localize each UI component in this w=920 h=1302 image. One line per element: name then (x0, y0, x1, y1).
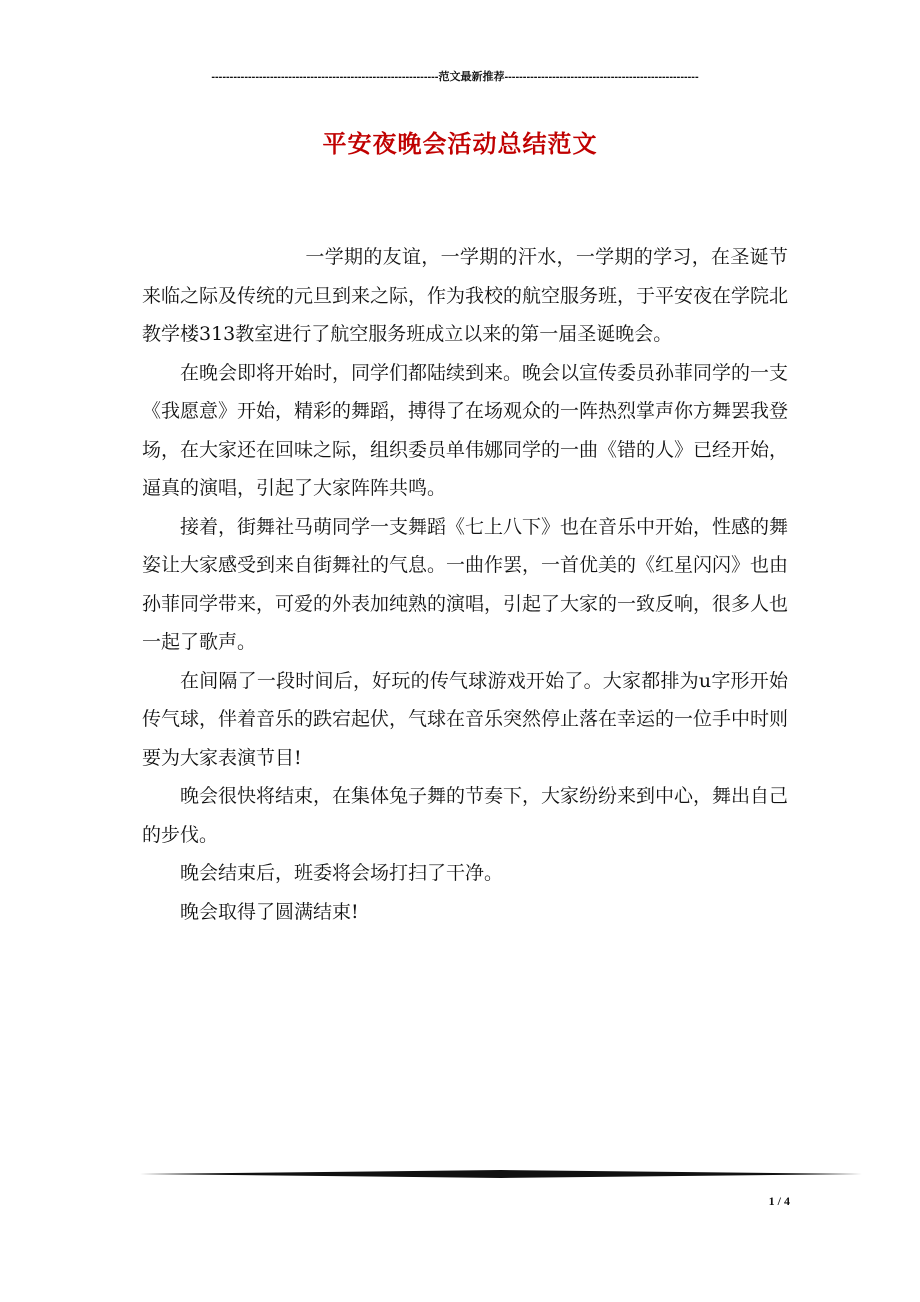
header-left-dashes: -------------------------------------------------------------- (211, 71, 439, 83)
paragraph-3: 接着，街舞社马萌同学一支舞蹈《七上八下》也在音乐中开始，性感的舞姿让大家感受到来自街舞社的气息。一曲作罢，一首优美的《红星闪闪》也由孙菲同学带来，可爱的外表加纯熟的演唱，引起了大家的一致反响，很多人也一起了歌声。 (142, 515, 789, 653)
paragraph-1: 一学期的友谊，一学期的汗水，一学期的学习，在圣诞节来临之际及传统的元旦到来之际，作为我校的航空服务班，于平安夜在学院北教学楼313教室进行了航空服务班成立以来的第一届圣诞晚会。 (142, 246, 789, 345)
paragraph-6: 晚会结束后，班委将会场打扫了干净。 (180, 862, 504, 884)
paragraph-5: 晚会很快将结束，在集体兔子舞的节奏下，大家纷纷来到中心，舞出自己的步伐。 (142, 785, 789, 846)
page-number: 1 / 4 (768, 1194, 790, 1208)
header-label: 范文最新推荐 (438, 71, 505, 83)
header-right-dashes: ----------------------------------------------------- (504, 71, 699, 83)
document-title: 平安夜晚会活动总结范文 (322, 129, 598, 158)
footer-divider (140, 1169, 862, 1179)
paragraph-2: 在晚会即将开始时，同学们都陆续到来。晚会以宣传委员孙菲同学的一支《我愿意》开始，精彩的舞蹈，搏得了在场观众的一阵热烈掌声你方舞罢我登场，在大家还在回味之际，组织委员单伟娜同学的一曲《错的人》已经开始，逼真的演唱，引起了大家阵阵共鸣。 (142, 361, 789, 499)
page-header (140, 70, 770, 84)
paragraph-7: 晚会取得了圆满结束! (180, 900, 359, 923)
paragraph-4: 在间隔了一段时间后，好玩的传气球游戏开始了。大家都排为u字形开始传气球，伴着音乐的跌宕起伏，气球在音乐突然停止落在幸运的一位手中时则要为大家表演节目! (142, 669, 789, 769)
document-body (142, 238, 788, 931)
